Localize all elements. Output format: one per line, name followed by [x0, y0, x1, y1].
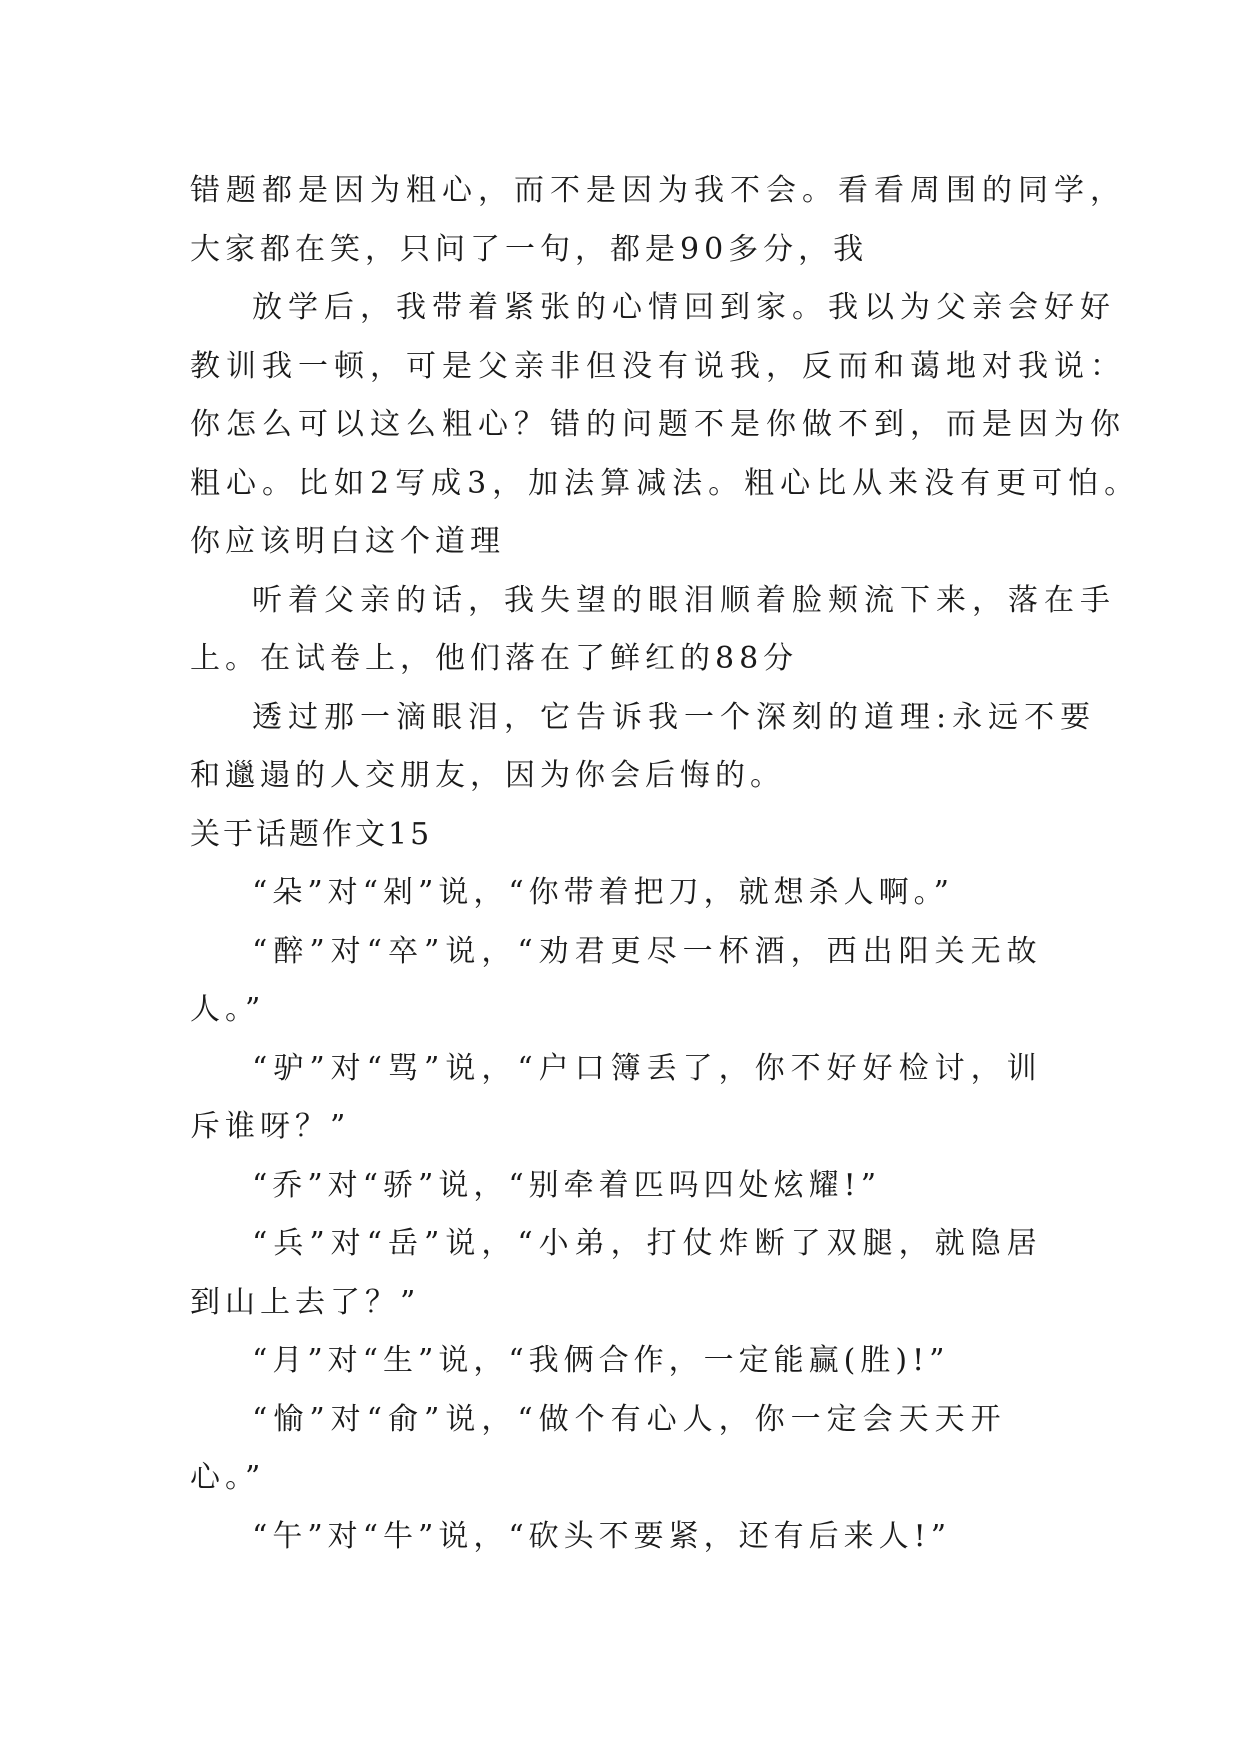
- paragraph-line: 上。在试卷上，他们落在了鲜红的88分: [190, 641, 799, 676]
- dialogue-line: 到山上去了？”: [190, 1284, 421, 1320]
- dialogue-line: “醉”对“卒”说，“劝君更尽一杯酒，西出阳关无故: [252, 933, 1043, 969]
- paragraph-line: 教训我一顿，可是父亲非但没有说我，反而和蔼地对我说：: [190, 348, 1126, 384]
- paragraph-line: 大家都在笑，只问了一句，都是90多分，我: [190, 231, 869, 267]
- dialogue-line: “愉”对“俞”说，“做个有心人，你一定会天天开: [252, 1401, 1007, 1437]
- dialogue-line: 人。”: [190, 992, 266, 1027]
- section-heading: 关于话题作文15: [190, 816, 433, 852]
- dialogue-line: “朵”对“剁”说，“你带着把刀，就想杀人啊。”: [252, 875, 955, 910]
- document-body: [190, 162, 1141, 1566]
- dialogue-line: “月”对“生”说，“我俩合作，一定能赢(胜)!”: [252, 1343, 950, 1378]
- paragraph-line: 错题都是因为粗心，而不是因为我不会。看看周围的同学，: [190, 173, 1126, 208]
- paragraph-line: 和邋遢的人交朋友，因为你会后悔的。: [190, 758, 785, 793]
- dialogue-line: “午”对“牛”说，“砍头不要紧，还有后来人!”: [252, 1518, 952, 1554]
- dialogue-line: 斥谁呀？”: [190, 1109, 351, 1144]
- dialogue-line: “兵”对“岳”说，“小弟，打仗炸断了双腿，就隐居: [252, 1226, 1043, 1261]
- paragraph-line: 你应该明白这个道理: [190, 524, 505, 559]
- paragraph-line: 听着父亲的话，我失望的眼泪顺着脸颊流下来，落在手: [252, 582, 1116, 618]
- dialogue-line: “乔”对“骄”说，“别牵着匹吗四处炫耀!”: [252, 1167, 882, 1203]
- dialogue-line: 心。”: [190, 1460, 266, 1495]
- paragraph-line: 你怎么可以这么粗心？错的问题不是你做不到，而是因为你: [190, 407, 1126, 442]
- paragraph-line: 粗心。比如2写成3，加法算减法。粗心比从来没有更可怕。: [190, 465, 1141, 501]
- paragraph-line: 透过那一滴眼泪，它告诉我一个深刻的道理:永远不要: [252, 699, 1097, 735]
- paragraph-line: 放学后，我带着紧张的心情回到家。我以为父亲会好好: [252, 290, 1116, 325]
- dialogue-line: “驴”对“骂”说，“户口簿丢了，你不好好检讨，训: [252, 1050, 1043, 1086]
